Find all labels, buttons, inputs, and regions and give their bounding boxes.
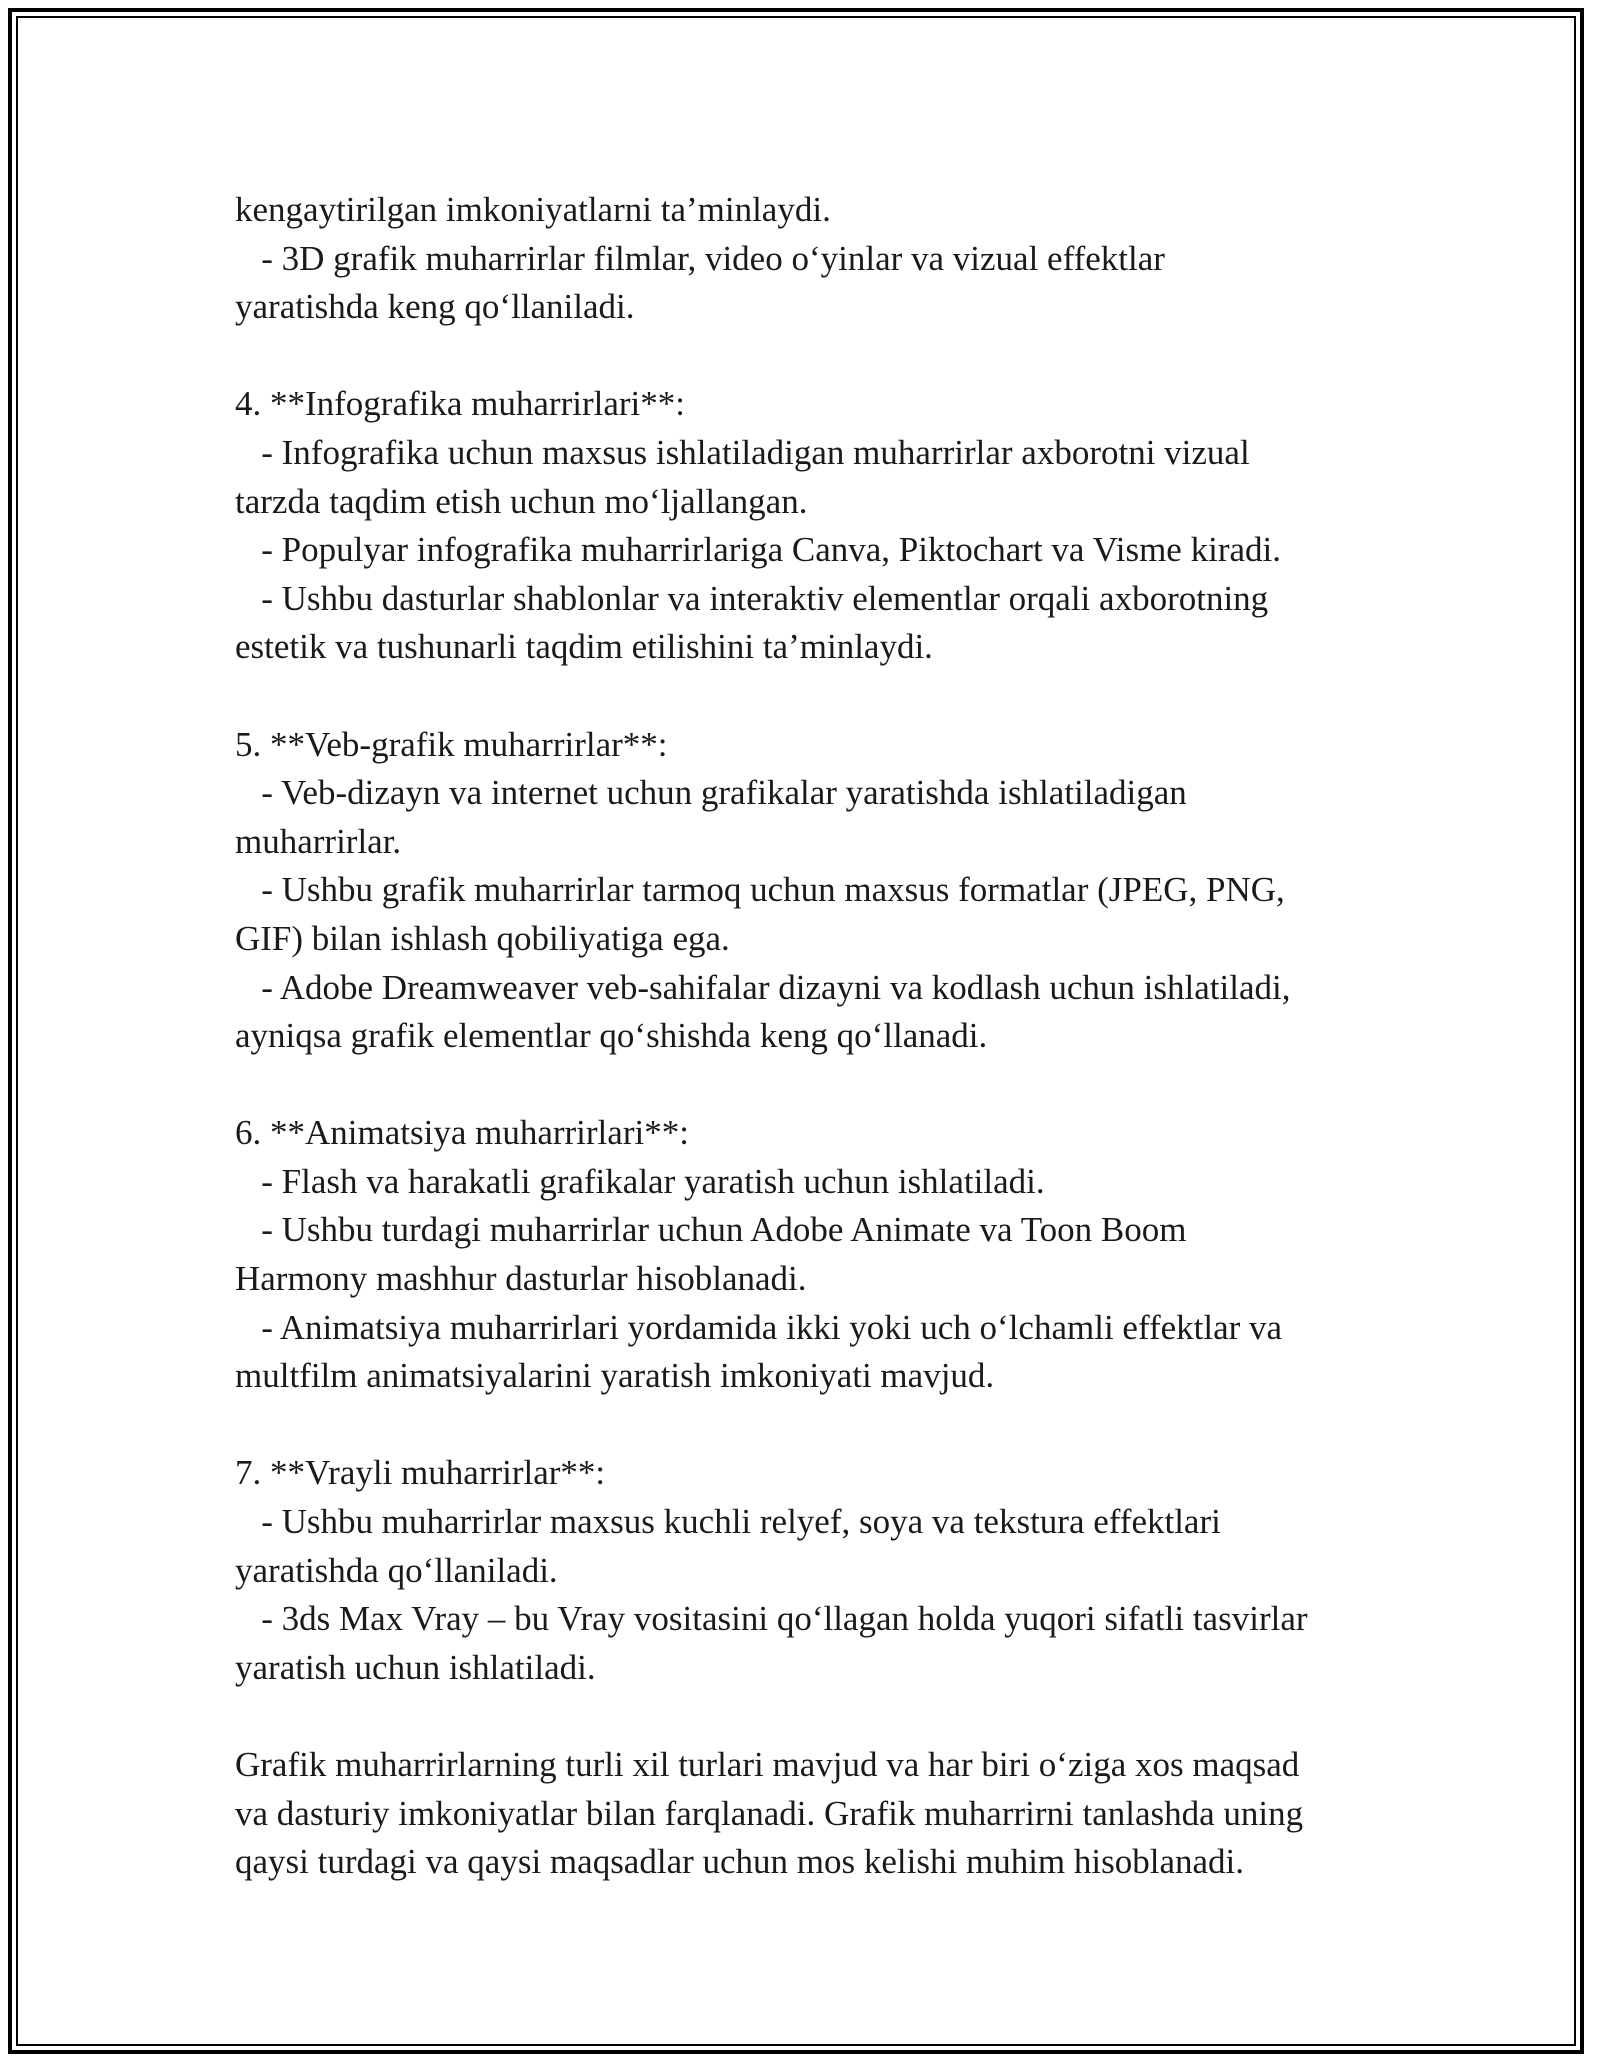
text-line: Grafik muharrirlarning turli xil turlari mavjud va har biri o‘ziga xos maqsad bbox=[235, 1745, 1300, 1784]
text-line: - Ushbu grafik muharrirlar tarmoq uchun maxsus formatlar (JPEG, PNG, bbox=[235, 870, 1285, 910]
text-line: - Ushbu dasturlar shablonlar va interaktiv elementlar orqali axborotning bbox=[235, 578, 1269, 618]
text-line: - Adobe Dreamweaver veb-sahifalar dizayni va kodlash uchun ishlatiladi, bbox=[235, 967, 1291, 1007]
text-line: yaratishda qo‘llaniladi. bbox=[235, 1550, 558, 1590]
text-line: GIF) bilan ishlash qobiliyatiga ega. bbox=[235, 918, 730, 958]
text-line: - Ushbu muharrirlar maxsus kuchli relyef, soya va tekstura effektlari bbox=[235, 1502, 1221, 1542]
text-line: - Flash va harakatli grafikalar yaratish uchun ishlatiladi. bbox=[235, 1161, 1045, 1201]
text-line: estetik va tushunarli taqdim etilishini ta’minlaydi. bbox=[235, 627, 933, 667]
text-line: - Populyar infografika muharrirlariga Canva, Piktochart va Visme kiradi. bbox=[235, 530, 1281, 570]
blank-line bbox=[235, 1692, 1395, 1741]
blank-line bbox=[235, 1401, 1395, 1450]
text-line: tarzda taqdim etish uchun mo‘ljallangan. bbox=[235, 481, 808, 521]
document-body bbox=[235, 186, 1395, 1887]
text-line: kengaytirilgan imkoniyatlarni ta’minlaydi. bbox=[235, 190, 831, 229]
text-line: va dasturiy imkoniyatlar bilan farqlanadi. Grafik muharrirni tanlashda uning bbox=[235, 1793, 1304, 1833]
blank-line bbox=[235, 332, 1395, 381]
text-line: - Ushbu turdagi muharrirlar uchun Adobe Animate va Toon Boom bbox=[235, 1210, 1187, 1250]
text-line: 4. **Infografika muharrirlari**: bbox=[235, 384, 685, 424]
blank-line bbox=[235, 672, 1395, 721]
text-line: ayniqsa grafik elementlar qo‘shishda keng qo‘llanadi. bbox=[235, 1016, 988, 1056]
text-line: qaysi turdagi va qaysi maqsadlar uchun mos kelishi muhim hisoblanadi. bbox=[235, 1842, 1245, 1882]
text-line: 6. **Animatsiya muharrirlari**: bbox=[235, 1113, 689, 1153]
blank-line bbox=[235, 1061, 1395, 1110]
text-line: Harmony mashhur dasturlar hisoblanadi. bbox=[235, 1259, 807, 1299]
text-line: yaratishda keng qo‘llaniladi. bbox=[235, 287, 635, 327]
text-line: - Veb-dizayn va internet uchun grafikalar yaratishda ishlatiladigan bbox=[235, 773, 1187, 813]
text-line: multfilm animatsiyalarini yaratish imkoniyati mavjud. bbox=[235, 1356, 995, 1396]
text-line: 5. **Veb-grafik muharrirlar**: bbox=[235, 724, 668, 764]
text-line: - Infografika uchun maxsus ishlatiladigan muharrirlar axborotni vizual bbox=[235, 432, 1250, 472]
text-line: - 3ds Max Vray – bu Vray vositasini qo‘llagan holda yuqori sifatli tasvirlar bbox=[235, 1599, 1308, 1639]
text-line: yaratish uchun ishlatiladi. bbox=[235, 1647, 596, 1687]
text-line: - Animatsiya muharrirlari yordamida ikki yoki uch o‘lchamli effektlar va bbox=[235, 1307, 1283, 1347]
text-line: - 3D grafik muharrirlar filmlar, video o‘yinlar va vizual effektlar bbox=[235, 238, 1165, 278]
text-line: 7. **Vrayli muharrirlar**: bbox=[235, 1453, 606, 1493]
text-line: muharrirlar. bbox=[235, 821, 402, 861]
